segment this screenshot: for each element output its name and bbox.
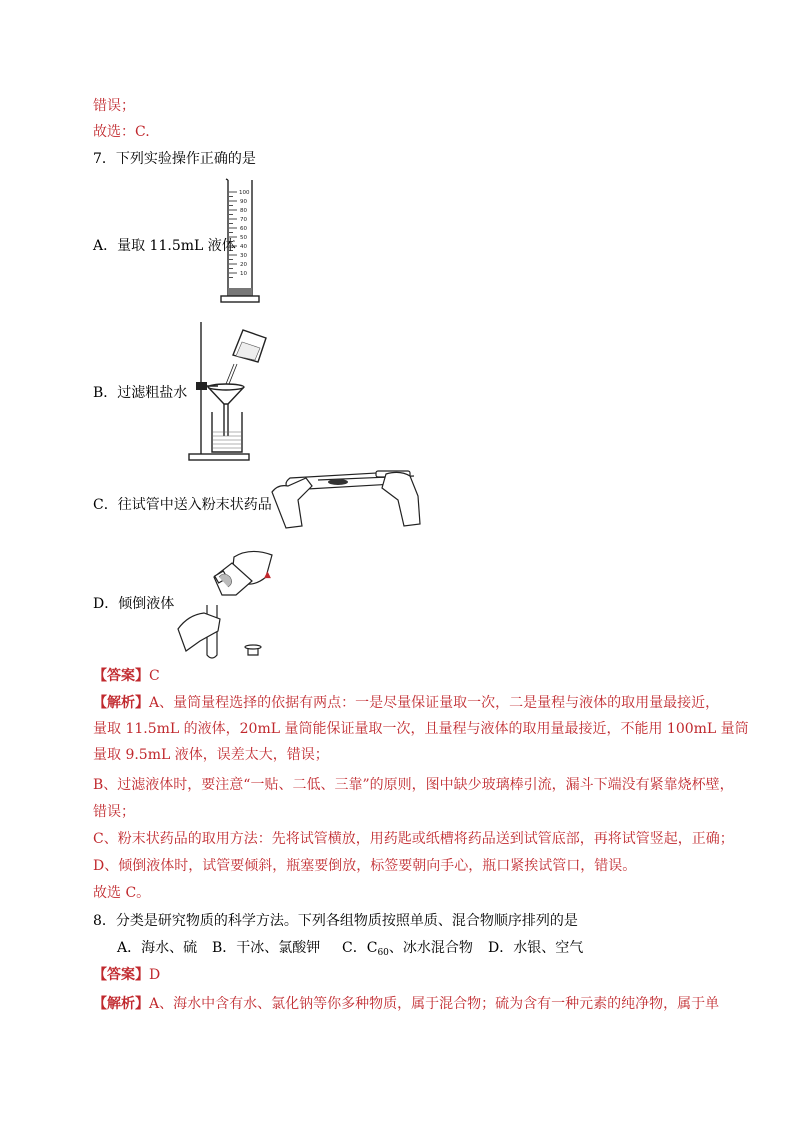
q7-analysis-label: 【解析】 xyxy=(93,695,149,711)
cylinder-tick-40: 40 xyxy=(240,244,247,250)
prev-answer-line-1: 错误； xyxy=(93,98,135,114)
filtration-apparatus-illustration xyxy=(186,320,276,462)
q7-option-a: A．量取 11.5mL 液体 xyxy=(93,238,236,254)
cylinder-tick-60: 60 xyxy=(240,226,247,232)
q7-stem: 7．下列实验操作正确的是 xyxy=(93,151,256,167)
powder-test-tube-illustration xyxy=(272,466,424,532)
cylinder-tick-100: 100 xyxy=(239,190,250,196)
q7-analysis-line-3: 量取 9.5mL 液体，误差太大，错误； xyxy=(93,747,329,763)
q8-analysis-line-1: 【解析】A、海水中含有水、氯化钠等你多种物质，属于混合物；硫为含有一种元素的纯净物，属于单 xyxy=(93,996,720,1012)
q8-option-a: A．海水、硫 xyxy=(117,940,198,956)
cylinder-tick-80: 80 xyxy=(240,208,247,214)
q7-analysis-line-5: 错误； xyxy=(93,804,135,820)
cylinder-tick-70: 70 xyxy=(240,217,247,223)
q8-stem: 8．分类是研究物质的科学方法。下列各组物质按照单质、混合物顺序排列的是 xyxy=(93,913,578,929)
q7-answer-label: 【答案】 xyxy=(93,668,149,684)
q7-answer-value: C xyxy=(149,668,160,684)
q8-analysis-label: 【解析】 xyxy=(93,996,149,1012)
q7-analysis-line-2: 量取 11.5mL 的液体，20mL 量筒能保证量取一次，且量程与液体的取用量最接近，不能用 100mL 量筒 xyxy=(93,721,749,737)
q7-option-d: D．倾倒液体 xyxy=(93,596,175,612)
q7-option-c: C．往试管中送入粉末状药品 xyxy=(93,497,272,513)
q7-analysis-line-1: 【解析】A、量筒量程选择的依据有两点：一是尽量保证量取一次，二是量程与液体的取用量最接近， xyxy=(93,695,720,711)
cylinder-tick-90: 90 xyxy=(240,199,247,205)
q7-option-b: B．过滤粗盐水 xyxy=(93,385,188,401)
cylinder-tick-30: 30 xyxy=(240,253,247,259)
q7-analysis-line-4: B、过滤液体时，要注意“一贴、二低、三靠”的原则，图中缺少玻璃棒引流，漏斗下端没有紧靠烧杯壁， xyxy=(93,777,734,793)
q8-option-d: D．水银、空气 xyxy=(488,940,584,956)
q7-analysis-line-7: D、倾倒液体时，试管要倾斜，瓶塞要倒放，标签要朝向手心，瓶口紧挨试管口，错误。 xyxy=(93,858,637,874)
q8-answer-value: D xyxy=(149,967,161,983)
q8-option-c: C．$C_{60}$、冰水混合物 xyxy=(342,940,473,958)
q8-answer xyxy=(93,965,160,985)
q7-answer xyxy=(93,666,160,686)
reagent-label-icon: ▲ xyxy=(264,570,271,580)
graduated-cylinder-illustration xyxy=(218,178,258,312)
prev-answer-line-2: 故选：C. xyxy=(93,124,150,140)
q8-option-b: B．干冰、氯酸钾 xyxy=(212,940,321,956)
q8-answer-label: 【答案】 xyxy=(93,967,149,983)
cylinder-tick-20: 20 xyxy=(240,262,247,268)
cylinder-tick-10: 10 xyxy=(240,271,247,277)
q7-analysis-line-8: 故选 C。 xyxy=(93,885,151,901)
cylinder-tick-50: 50 xyxy=(240,235,247,241)
q7-analysis-line-6: C、粉末状药品的取用方法：先将试管横放，用药匙或纸槽将药品送到试管底部，再将试管竖起，正确； xyxy=(93,831,734,847)
pouring-liquid-illustration xyxy=(174,547,282,661)
